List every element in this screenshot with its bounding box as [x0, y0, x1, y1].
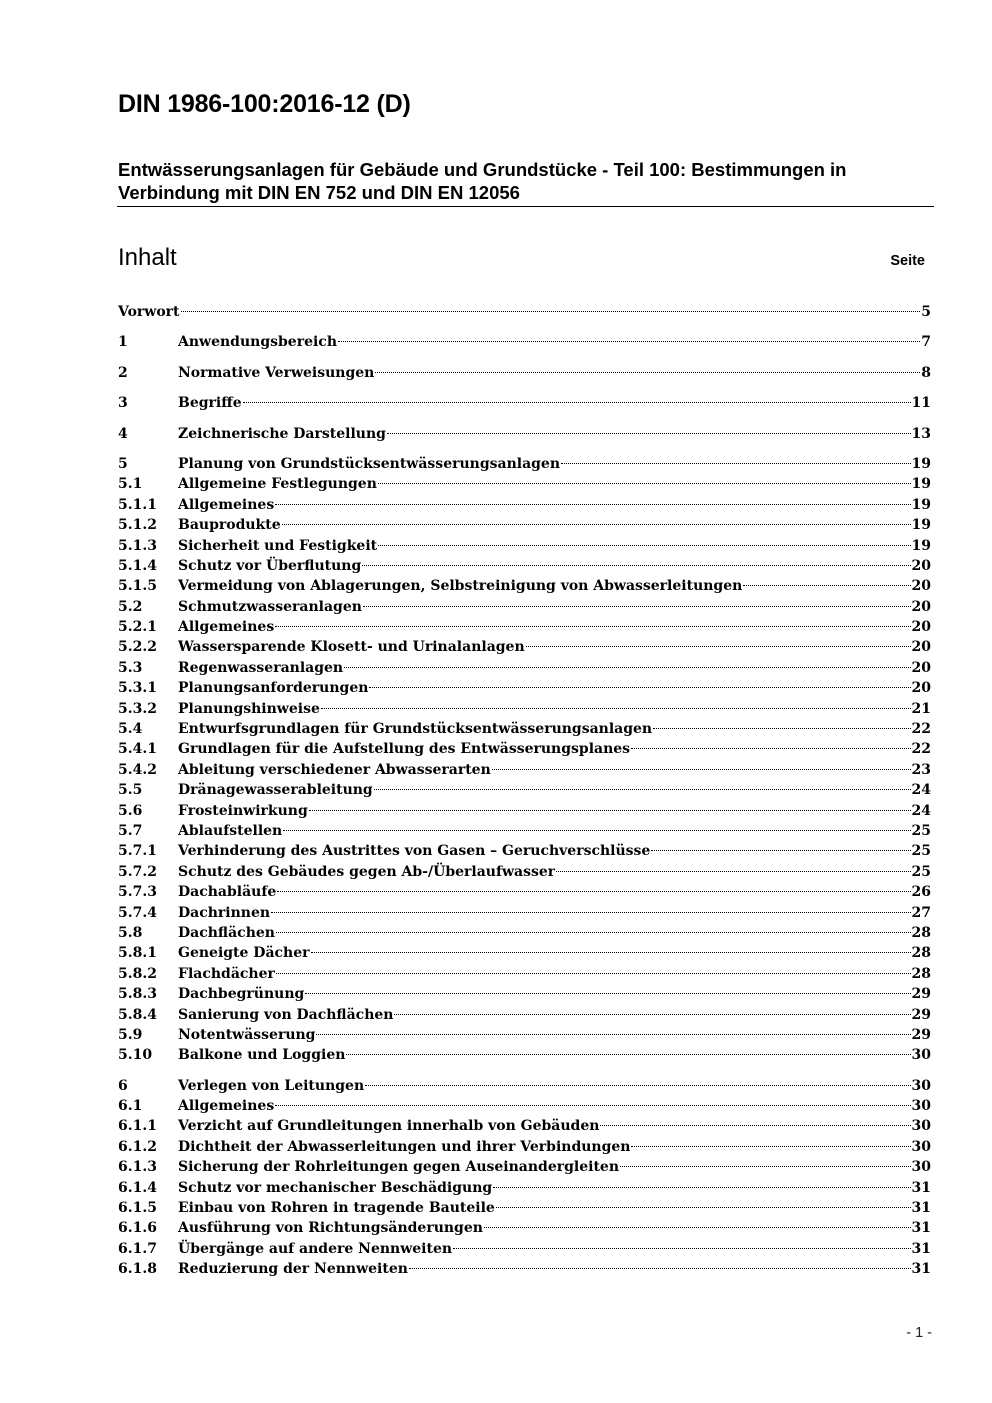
- toc-entry-number: 5.1.2: [118, 517, 157, 534]
- toc-entry-number: 6.1.4: [118, 1179, 157, 1196]
- toc-entry-number: 6.1.7: [118, 1240, 157, 1257]
- page-column-label: Seite: [890, 253, 925, 269]
- toc-dot-leader: [346, 1054, 910, 1055]
- toc-dot-leader: [283, 830, 910, 831]
- toc-entry-title: Geneigte Dächer: [178, 945, 310, 962]
- toc-entry[interactable]: [118, 923, 931, 943]
- toc-entry-number: 5.1: [118, 476, 143, 493]
- toc-entry[interactable]: [118, 515, 931, 535]
- toc-dot-leader: [282, 524, 911, 525]
- toc-dot-leader: [275, 1105, 910, 1106]
- toc-entry-title: Vermeidung von Ablagerungen, Selbstreinigung von Abwasserleitungen: [178, 578, 743, 595]
- toc-entry-title: Flachdächer: [178, 965, 275, 982]
- toc-dot-leader: [526, 646, 911, 647]
- toc-entry[interactable]: [118, 474, 931, 494]
- toc-entry-page: 19: [911, 496, 931, 513]
- toc-entry-number: 4: [118, 425, 128, 442]
- toc-entry-title: Ausführung von Richtungsänderungen: [178, 1220, 483, 1237]
- toc-dot-leader: [271, 912, 910, 913]
- toc-dot-leader: [375, 372, 920, 373]
- title-divider: [117, 206, 934, 207]
- toc-entry-number: 5.1.3: [118, 537, 157, 554]
- toc-dot-leader: [365, 1085, 910, 1086]
- toc-entry[interactable]: [118, 1178, 931, 1198]
- toc-dot-leader: [600, 1125, 910, 1126]
- toc-dot-leader: [338, 341, 920, 342]
- toc-dot-leader: [275, 626, 910, 627]
- toc-entry-page: 5: [921, 304, 931, 320]
- toc-dot-leader: [374, 789, 911, 790]
- toc-dot-leader: [309, 810, 911, 811]
- toc-dot-leader: [651, 850, 910, 851]
- toc-entry[interactable]: [118, 1025, 931, 1045]
- toc-entry-title: Balkone und Loggien: [178, 1047, 346, 1064]
- toc-entry-number: 5.8.4: [118, 1006, 157, 1023]
- toc-entry-number: 6: [118, 1077, 128, 1094]
- toc-entry-number: 6.1.5: [118, 1200, 157, 1217]
- toc-entry-number: 5.7.1: [118, 843, 157, 860]
- toc-entry-title: Entwurfsgrundlagen für Grundstücksentwässerungsanlagen: [178, 721, 653, 738]
- toc-entry-page: 20: [911, 639, 931, 656]
- toc-entry-page: 11: [911, 395, 931, 412]
- toc-dot-leader: [363, 606, 911, 607]
- toc-entry-title: Regenwasseranlagen: [178, 659, 344, 676]
- toc-entry[interactable]: [118, 658, 931, 678]
- toc-entry-title: Dränagewasserableitung: [178, 782, 373, 799]
- toc-entry-page: 22: [911, 721, 931, 738]
- toc-entry-page: 20: [911, 598, 931, 615]
- toc-entry-title: Übergänge auf andere Nennweiten: [178, 1240, 453, 1257]
- toc-entry-number: 5.3.1: [118, 680, 157, 697]
- toc-entry-page: 30: [911, 1047, 931, 1064]
- toc-dot-leader: [276, 932, 911, 933]
- toc-entry-title: Allgemeines: [178, 1098, 275, 1115]
- toc-entry[interactable]: [118, 1218, 931, 1238]
- toc-entry[interactable]: [118, 332, 931, 352]
- toc-dot-leader: [561, 463, 910, 464]
- toc-entry[interactable]: [118, 597, 931, 617]
- toc-entry-page: 13: [911, 425, 931, 442]
- toc-entry-title: Verzicht auf Grundleitungen innerhalb von Gebäuden: [178, 1118, 600, 1135]
- toc-entry-title: Planung von Grundstücksentwässerungsanlagen: [178, 455, 561, 472]
- toc-entry-page: 20: [911, 578, 931, 595]
- document-title: DIN 1986-100:2016-12 (D): [118, 90, 411, 118]
- toc-entry-title: Ablaufstellen: [178, 822, 283, 839]
- toc-entry-page: 24: [911, 802, 931, 819]
- toc-entry-page: 31: [911, 1200, 931, 1217]
- toc-entry-title: Verhinderung des Austrittes von Gasen – Geruchverschlüsse: [178, 843, 651, 860]
- toc-entry-page: 22: [911, 741, 931, 758]
- toc-entry-title: Allgemeine Festlegungen: [178, 476, 377, 493]
- toc-entry-number: 5: [118, 455, 128, 472]
- toc-entry[interactable]: [118, 495, 931, 515]
- toc-entry-title: Bauprodukte: [178, 517, 281, 534]
- toc-dot-leader: [305, 993, 910, 994]
- toc-entry[interactable]: [118, 984, 931, 1004]
- toc-entry-title: Reduzierung der Nennweiten: [178, 1261, 408, 1278]
- toc-entry[interactable]: [118, 1259, 931, 1279]
- toc-entry[interactable]: [118, 964, 931, 984]
- toc-dot-leader: [556, 871, 910, 872]
- toc-entry-number: 5.2.2: [118, 639, 157, 656]
- toc-entry-page: 30: [911, 1098, 931, 1115]
- toc-entry[interactable]: [118, 862, 931, 882]
- table-of-contents: [118, 302, 931, 1280]
- toc-entry-number: 2: [118, 364, 128, 381]
- toc-entry-title: Planungsanforderungen: [178, 680, 369, 697]
- toc-entry-page: 25: [911, 863, 931, 880]
- toc-entry[interactable]: [118, 699, 931, 719]
- toc-entry[interactable]: [118, 363, 931, 383]
- toc-dot-leader: [275, 504, 910, 505]
- toc-dot-leader: [631, 1146, 910, 1147]
- toc-entry-page: 29: [911, 1026, 931, 1043]
- toc-entry-number: 5.3.2: [118, 700, 157, 717]
- toc-entry-number: 5.10: [118, 1047, 153, 1064]
- toc-entry[interactable]: [118, 1239, 931, 1259]
- toc-entry-page: 30: [911, 1159, 931, 1176]
- toc-entry-title: Frosteinwirkung: [178, 802, 308, 819]
- toc-entry[interactable]: [118, 1198, 931, 1218]
- toc-entry-title: Normative Verweisungen: [178, 364, 375, 381]
- toc-entry-number: 5.2.1: [118, 619, 157, 636]
- toc-entry[interactable]: [118, 1116, 931, 1136]
- toc-entry-number: 5.8.2: [118, 965, 157, 982]
- toc-entry[interactable]: [118, 882, 931, 902]
- toc-entry-page: 29: [911, 1006, 931, 1023]
- toc-entry-number: 6.1: [118, 1098, 143, 1115]
- contents-heading: Inhalt: [118, 244, 177, 271]
- toc-entry-page: 19: [911, 476, 931, 493]
- toc-entry-title: Einbau von Rohren in tragende Bauteile: [178, 1200, 495, 1217]
- toc-entry[interactable]: [118, 1096, 931, 1116]
- toc-entry-page: 19: [911, 517, 931, 534]
- toc-dot-leader: [493, 1187, 910, 1188]
- toc-dot-leader: [362, 565, 910, 566]
- toc-entry-number: 5.4.2: [118, 761, 157, 778]
- toc-entry-title: Dachflächen: [178, 924, 275, 941]
- document-subtitle: Entwässerungsanlagen für Gebäude und Grundstücke - Teil 100: Bestimmungen in Verbindung mit DIN EN 752 und DIN EN 12056: [118, 159, 847, 203]
- toc-entry-number: 5.8.3: [118, 986, 157, 1003]
- toc-entry-title: Anwendungsbereich: [178, 334, 337, 351]
- toc-entry[interactable]: [118, 760, 931, 780]
- toc-entry-page: 19: [911, 455, 931, 472]
- toc-dot-leader: [321, 708, 911, 709]
- toc-entry-number: 6.1.6: [118, 1220, 157, 1237]
- toc-dot-leader: [378, 483, 911, 484]
- toc-entry[interactable]: [118, 739, 931, 759]
- toc-entry-page: 19: [911, 537, 931, 554]
- toc-dot-leader: [496, 1207, 911, 1208]
- toc-entry-title: Allgemeines: [178, 496, 275, 513]
- toc-entry-page: 30: [911, 1118, 931, 1135]
- toc-entry-number: 5.9: [118, 1026, 143, 1043]
- toc-entry-title: Sicherung der Rohrleitungen gegen Auseinandergleiten: [178, 1159, 620, 1176]
- toc-entry-page: 20: [911, 680, 931, 697]
- toc-entry-title: Schutz des Gebäudes gegen Ab-/Überlaufwasser: [178, 863, 556, 880]
- toc-entry-page: 20: [911, 557, 931, 574]
- toc-dot-leader: [243, 402, 911, 403]
- toc-entry[interactable]: [118, 943, 931, 963]
- toc-dot-leader: [344, 667, 910, 668]
- toc-dot-leader: [743, 585, 910, 586]
- toc-entry-number: 5.7.3: [118, 884, 157, 901]
- toc-entry[interactable]: [118, 1045, 931, 1065]
- toc-dot-leader: [394, 1014, 910, 1015]
- toc-entry-number: 5.4: [118, 721, 143, 738]
- toc-entry[interactable]: [118, 678, 931, 698]
- toc-entry-number: 5.1.4: [118, 557, 157, 574]
- toc-entry-page: 29: [911, 986, 931, 1003]
- toc-entry-page: 31: [911, 1179, 931, 1196]
- toc-dot-leader: [492, 769, 911, 770]
- toc-entry-title: Begriffe: [178, 395, 242, 412]
- toc-entry[interactable]: [118, 556, 931, 576]
- toc-dot-leader: [453, 1248, 910, 1249]
- toc-entry-title: Dachabläufe: [178, 884, 277, 901]
- toc-dot-leader: [484, 1227, 911, 1228]
- toc-entry-number: 5.8.1: [118, 945, 157, 962]
- toc-entry-page: 26: [911, 884, 931, 901]
- toc-entry[interactable]: [118, 1076, 931, 1096]
- toc-entry-title: Schutz vor Überflutung: [178, 557, 362, 574]
- toc-entry[interactable]: [118, 536, 931, 556]
- toc-entry-page: 31: [911, 1240, 931, 1257]
- toc-entry[interactable]: [118, 1137, 931, 1157]
- toc-entry[interactable]: [118, 903, 931, 923]
- toc-entry-page: 25: [911, 822, 931, 839]
- toc-entry-page: 27: [911, 904, 931, 921]
- toc-entry-title: Dachbegrünung: [178, 986, 305, 1003]
- toc-entry-number: 5.7.4: [118, 904, 157, 921]
- toc-entry-title: Dachrinnen: [178, 904, 271, 921]
- toc-entry[interactable]: [118, 1005, 931, 1025]
- toc-entry-title: Verlegen von Leitungen: [178, 1077, 365, 1094]
- toc-entry-title: Schutz vor mechanischer Beschädigung: [178, 1179, 493, 1196]
- toc-entry-title: Zeichnerische Darstellung: [178, 425, 386, 442]
- toc-entry-number: 5.6: [118, 802, 143, 819]
- toc-entry-number: 5.4.1: [118, 741, 157, 758]
- toc-entry-title: Sicherheit und Festigkeit: [178, 537, 378, 554]
- toc-entry[interactable]: [118, 801, 931, 821]
- toc-dot-leader: [620, 1166, 911, 1167]
- toc-entry-number: 5.3: [118, 659, 143, 676]
- toc-entry-number: 6.1.2: [118, 1138, 157, 1155]
- toc-dot-leader: [276, 973, 911, 974]
- toc-entry-title: Schmutzwasseranlagen: [178, 598, 362, 615]
- toc-entry[interactable]: [118, 719, 931, 739]
- toc-dot-leader: [409, 1268, 911, 1269]
- toc-entry-number: 5.2: [118, 598, 143, 615]
- toc-entry-title: Allgemeines: [178, 619, 275, 636]
- toc-entry-page: 21: [911, 700, 931, 717]
- toc-entry-title: Dichtheit der Abwasserleitungen und ihrer Verbindungen: [178, 1138, 631, 1155]
- toc-entry-title: Planungshinweise: [178, 700, 320, 717]
- toc-entry-title: Wassersparende Klosett- und Urinalanlagen: [178, 639, 525, 656]
- toc-entry-page: 30: [911, 1138, 931, 1155]
- toc-entry-page: 23: [911, 761, 931, 778]
- toc-entry-number: 5.1.5: [118, 578, 157, 595]
- toc-entry[interactable]: [118, 841, 931, 861]
- toc-entry-number: 5.7: [118, 822, 143, 839]
- toc-entry[interactable]: [118, 637, 931, 657]
- toc-entry-page: 28: [911, 924, 931, 941]
- toc-entry-number: Vorwort: [118, 304, 180, 320]
- toc-entry-page: 24: [911, 782, 931, 799]
- toc-entry-page: 28: [911, 945, 931, 962]
- toc-entry-number: 6.1.8: [118, 1261, 157, 1278]
- toc-entry[interactable]: [118, 780, 931, 800]
- toc-entry-page: 7: [921, 334, 931, 351]
- toc-dot-leader: [277, 891, 910, 892]
- toc-dot-leader: [631, 748, 910, 749]
- toc-dot-leader: [316, 1034, 910, 1035]
- toc-entry-page: 31: [911, 1261, 931, 1278]
- toc-entry[interactable]: [118, 393, 931, 413]
- toc-entry[interactable]: [118, 454, 931, 474]
- toc-entry-title: Ableitung verschiedener Abwasserarten: [178, 761, 491, 778]
- toc-entry-number: 3: [118, 395, 128, 412]
- toc-dot-leader: [378, 545, 910, 546]
- toc-entry-number: 1: [118, 334, 128, 351]
- toc-entry[interactable]: [118, 821, 931, 841]
- toc-entry-page: 25: [911, 843, 931, 860]
- toc-entry-page: 30: [911, 1077, 931, 1094]
- toc-entry-page: 20: [911, 619, 931, 636]
- toc-entry[interactable]: [118, 424, 931, 444]
- toc-dot-leader: [311, 952, 911, 953]
- toc-entry-title: Notentwässerung: [178, 1026, 316, 1043]
- toc-entry[interactable]: [118, 1157, 931, 1177]
- toc-entry-page: 20: [911, 659, 931, 676]
- toc-dot-leader: [181, 311, 921, 312]
- toc-dot-leader: [653, 728, 910, 729]
- toc-dot-leader: [369, 687, 910, 688]
- toc-entry-number: 6.1.1: [118, 1118, 157, 1135]
- toc-entry-page: 28: [911, 965, 931, 982]
- toc-entry-number: 5.5: [118, 782, 143, 799]
- toc-entry[interactable]: [118, 617, 931, 637]
- toc-entry-title: Sanierung von Dachflächen: [178, 1006, 394, 1023]
- toc-dot-leader: [387, 433, 911, 434]
- toc-entry-page: 8: [921, 364, 931, 381]
- toc-entry-number: 5.7.2: [118, 863, 157, 880]
- toc-entry[interactable]: [118, 302, 931, 322]
- toc-entry-title: Grundlagen für die Aufstellung des Entwässerungsplanes: [178, 741, 631, 758]
- toc-entry-page: 31: [911, 1220, 931, 1237]
- toc-entry-number: 5.8: [118, 924, 143, 941]
- toc-entry[interactable]: [118, 576, 931, 596]
- footer-page-number: - 1 -: [906, 1325, 932, 1341]
- toc-entry-number: 5.1.1: [118, 496, 157, 513]
- toc-entry-number: 6.1.3: [118, 1159, 157, 1176]
